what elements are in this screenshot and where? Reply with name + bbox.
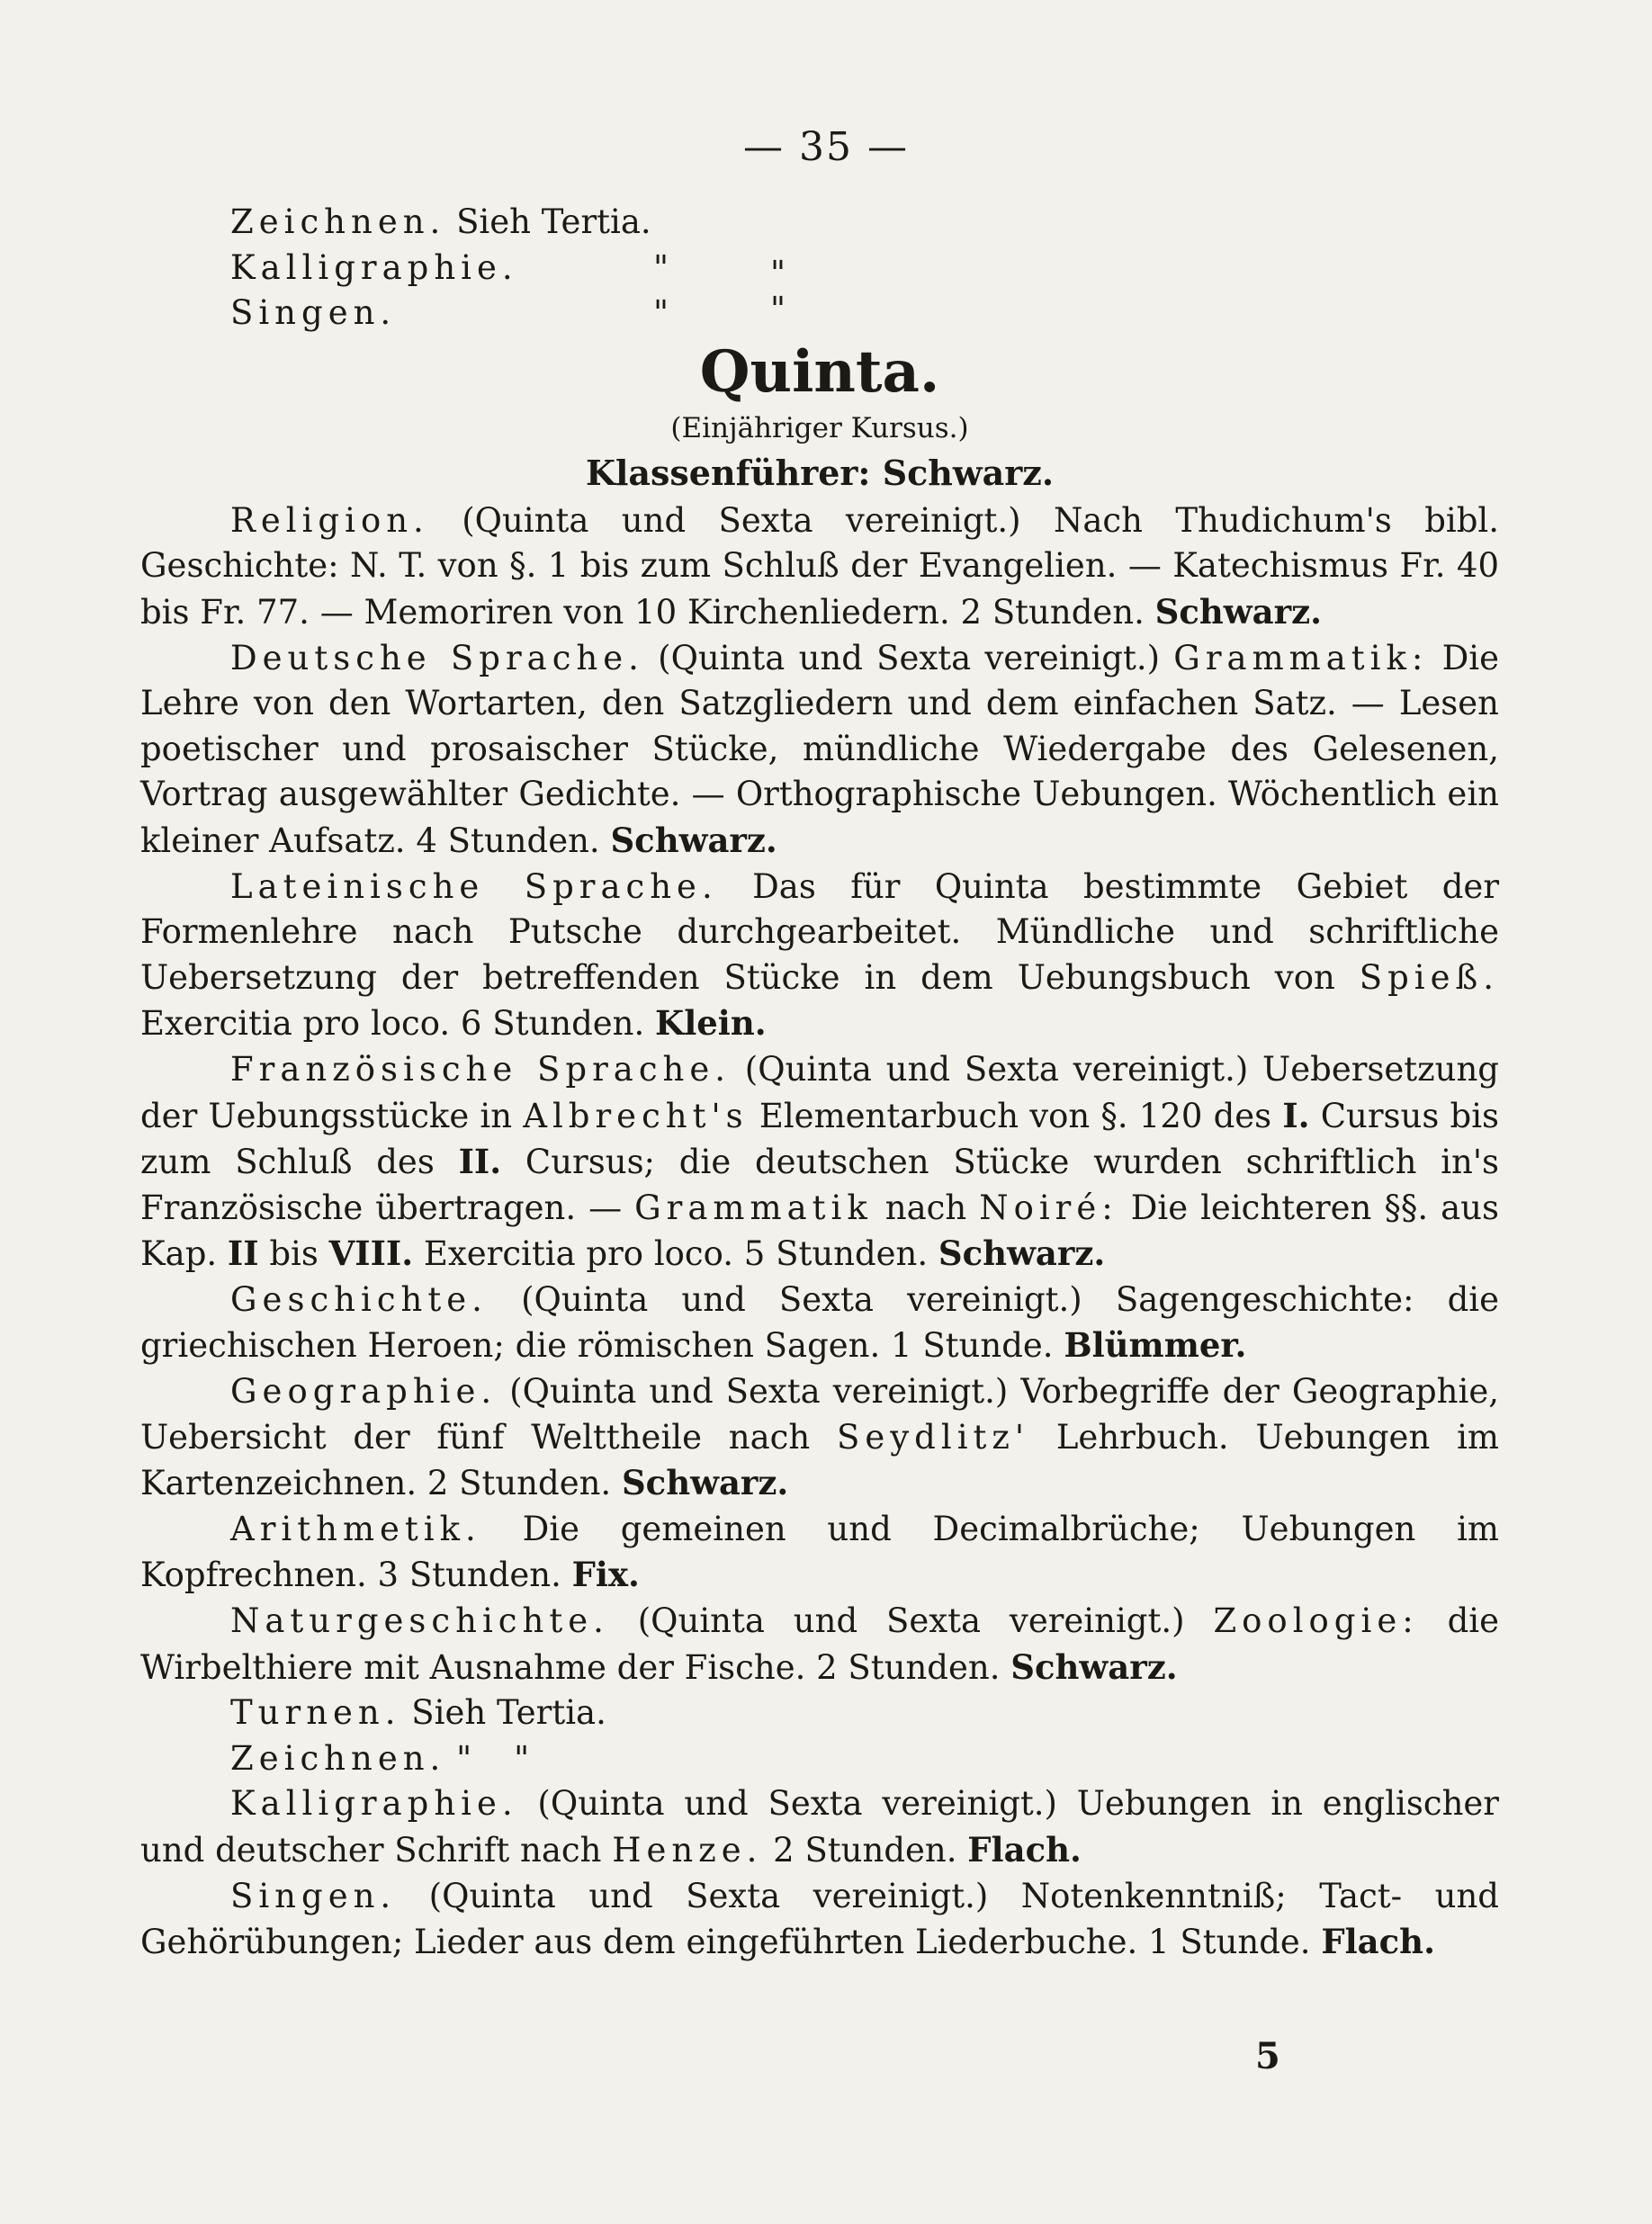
subject-label: Geschichte.	[230, 1279, 488, 1319]
tertia-zeichnen-line: Zeichnen. Sieh Tertia.	[230, 202, 651, 241]
teacher-name: Blümmer.	[1064, 1325, 1247, 1366]
subject-label: Kalligraphie.	[230, 1784, 518, 1824]
teacher-name: Schwarz.	[610, 820, 777, 860]
body-text	[140, 200, 1499, 1966]
page-number: — 35 —	[743, 124, 909, 170]
subject-label: Turnen.	[230, 1693, 401, 1733]
subject-label: Geographie.	[230, 1372, 498, 1412]
subject-label: Kalligraphie.	[230, 247, 518, 287]
subject-label: Lateinische Sprache.	[230, 866, 718, 906]
teacher-name: Schwarz.	[938, 1233, 1106, 1274]
class-leader: Klassenführer: Schwarz.	[585, 452, 1055, 493]
section-subtitle: (Einjähriger Kursus.)	[670, 411, 969, 444]
tertia-kalligraphie-line: Kalligraphie. " "	[230, 247, 786, 292]
subject-label: Zeichnen.	[230, 1738, 446, 1778]
subject-label: Arithmetik.	[230, 1509, 481, 1548]
geographie-paragraph: Geographie. (Quinta und Sexta vereinigt.) Vorbegriffe der Geographie, Uebersicht der fünf Welttheile nach Seydlitz' Lehrbuch. Uebungen im Kartenzeichnen. 2 Stunden. Schwarz.	[140, 1372, 1499, 1503]
kalligraphie-paragraph: Kalligraphie. (Quinta und Sexta vereinigt.) Uebungen in englischer und deutscher Schrift nach Henze. 2 Stunden. Flach.	[140, 1784, 1499, 1870]
teacher-name: Klein.	[655, 1003, 767, 1044]
teacher-name: Fix.	[571, 1555, 640, 1595]
teacher-name: Schwarz.	[1010, 1646, 1178, 1687]
tertia-singen-line: Singen. " "	[230, 290, 786, 333]
subject-label: Singen.	[230, 1876, 397, 1915]
zeichnen-line: Zeichnen. " "	[230, 1738, 530, 1778]
subject-label: Naturgeschichte.	[230, 1601, 609, 1641]
section-title: Quinta.	[699, 337, 940, 406]
teacher-name: Flach.	[1321, 1922, 1435, 1962]
singen-paragraph: Singen. (Quinta und Sexta vereinigt.) Notenkenntniß; Tact- und Gehörübungen; Lieder aus dem eingeführten Liederbuche. 1 Stunde. Flach.	[140, 1876, 1499, 1962]
naturgeschichte-paragraph: Naturgeschichte. (Quinta und Sexta vereinigt.) Zoologie: die Wirbelthiere mit Ausnahme der Fische. 2 Stunden. Schwarz.	[140, 1601, 1499, 1687]
teacher-name: Flach.	[967, 1830, 1082, 1870]
subject-label: Französische Sprache.	[230, 1049, 732, 1089]
arithmetik-paragraph: Arithmetik. Die gemeinen und Decimalbrüche; Uebungen im Kopfrechnen. 3 Stunden. Fix.	[140, 1509, 1499, 1595]
franzoesisch-paragraph: Französische Sprache. (Quinta und Sexta vereinigt.) Uebersetzung der Uebungsstücke in Albrecht's Elementarbuch von §. 120 des I. Cursus bis zum Schluß des II. Cursus; die deutschen Stücke wurden schriftlich in's Französische übertragen. — Grammatik nach Noiré: Die leichteren §§. aus Kap. II bis VIII. Exercitia pro loco. 5 Stunden. Schwarz.	[140, 1049, 1500, 1274]
teacher-name: Schwarz.	[1154, 591, 1323, 632]
subject-label: Singen.	[230, 293, 397, 333]
subject-label: Religion.	[230, 500, 429, 540]
teacher-name: Schwarz.	[621, 1463, 789, 1503]
signature-mark: 5	[1255, 2035, 1280, 2077]
latein-paragraph: Lateinische Sprache. Das für Quinta bestimmte Gebiet der Formenlehre nach Putsche durchgearbeitet. Mündliche und schriftliche Uebersetzung der betreffenden Stücke in dem Uebungsbuch von Spieß. Exercitia pro loco. 6 Stunden. Klein.	[140, 866, 1500, 1044]
religion-paragraph: Religion. (Quinta und Sexta vereinigt.) Nach Thudichum's bibl. Geschichte: N. T. von §. 1 bis zum Schluß der Evangelien. — Katechismus Fr. 40 bis Fr. 77. — Memoriren von 10 Kirchenliedern. 2 Stunden. Schwarz.	[140, 500, 1499, 632]
deutsch-paragraph: Deutsche Sprache. (Quinta und Sexta vereinigt.) Grammatik: Die Lehre von den Wortarten, den Satzgliedern und dem einfachen Satz. — Lesen poetischer und prosaischer Stücke, mündliche Wiedergabe des Gelesenen, Vortrag ausgewählter Gedichte. — Orthographische Uebungen. Wöchentlich ein kleiner Aufsatz. 4 Stunden. Schwarz.	[140, 638, 1500, 860]
subject-label: Deutsche Sprache.	[230, 638, 644, 677]
subject-label: Zeichnen.	[230, 202, 446, 241]
turnen-line: Turnen. Sieh Tertia.	[230, 1693, 606, 1733]
geschichte-paragraph: Geschichte. (Quinta und Sexta vereinigt.) Sagengeschichte: die griechischen Heroen; die römischen Sagen. 1 Stunde. Blümmer.	[140, 1279, 1499, 1366]
